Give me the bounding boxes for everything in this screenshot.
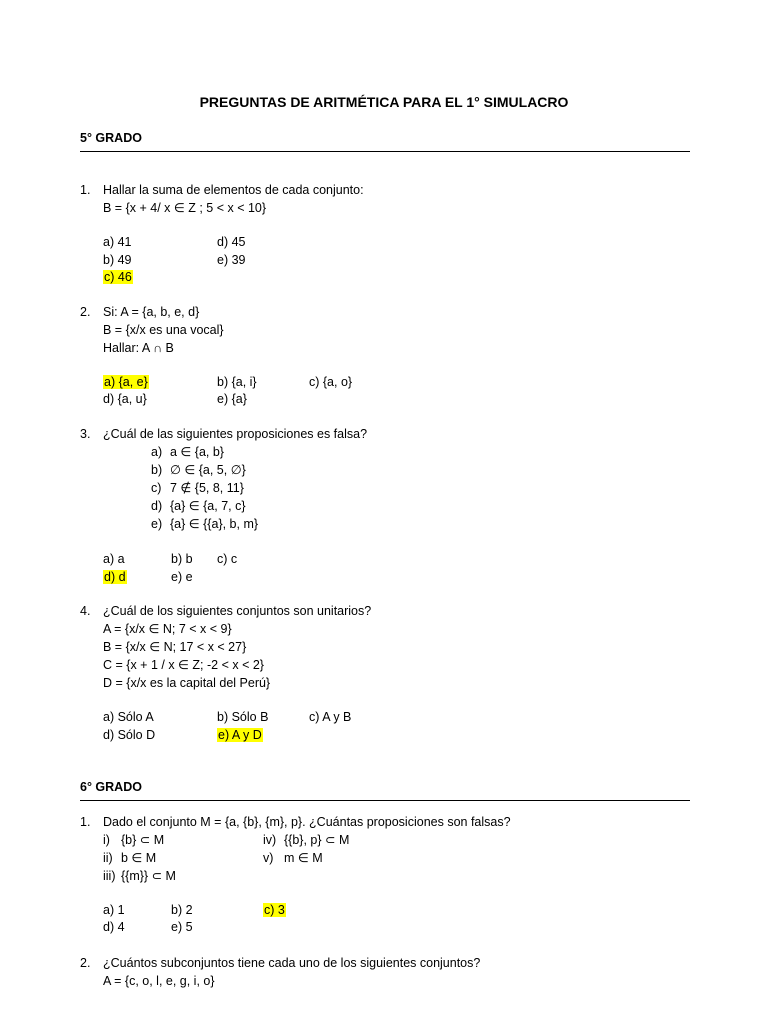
proposition-text: {b} ⊂ M	[121, 833, 165, 847]
answer-option-highlighted: d) d	[104, 570, 126, 584]
question-text: ¿Cuántos subconjuntos tiene cada uno de los siguientes conjuntos?	[103, 956, 481, 970]
question-text: Si: A = {a, b, e, d}	[103, 305, 200, 319]
proposition-text: a ∈ {a, b}	[170, 445, 224, 459]
proposition-label: b)	[151, 463, 163, 477]
question-text: Hallar: A ∩ B	[103, 341, 174, 355]
answer-option: c) c	[217, 552, 238, 566]
answer-option-highlighted: c) 46	[104, 270, 132, 284]
question-text: B = {x/x es una vocal}	[103, 323, 224, 337]
answer-option-highlighted: c) 3	[264, 903, 285, 917]
section-divider	[80, 800, 690, 801]
answer-option: d) 4	[103, 920, 125, 934]
proposition-text: {{b}, p} ⊂ M	[284, 833, 350, 847]
question-number: 4.	[80, 604, 91, 618]
answer-option: b) Sólo B	[217, 710, 269, 724]
answer-option: d) 45	[217, 235, 246, 249]
answer-option-highlighted: a) {a, e}	[104, 375, 148, 389]
answer-option: c) {a, o}	[309, 375, 353, 389]
proposition-label: iv)	[263, 833, 277, 847]
proposition-label: d)	[151, 499, 163, 513]
proposition-label: ii)	[103, 851, 113, 865]
section-heading-5-grado: 5° GRADO	[80, 131, 142, 145]
answer-option: a) 1	[103, 903, 125, 917]
question-text: B = {x + 4/ x ∈ Z ; 5 < x < 10}	[103, 201, 267, 215]
proposition-label: a)	[151, 445, 163, 459]
answer-option: b) 49	[103, 253, 132, 267]
answer-option: d) Sólo D	[103, 728, 156, 742]
proposition-text: {{m}} ⊂ M	[121, 869, 176, 883]
proposition-text: {a} ∈ {{a}, b, m}	[170, 517, 259, 531]
answer-option: a) 41	[103, 235, 132, 249]
question-text: Hallar la suma de elementos de cada conjunto:	[103, 183, 364, 197]
proposition-label: i)	[103, 833, 110, 847]
proposition-text: m ∈ M	[284, 851, 323, 865]
answer-option: d) {a, u}	[103, 392, 147, 406]
answer-option-highlighted: e) A y D	[218, 728, 262, 742]
answer-option: b) b	[171, 552, 193, 566]
answer-option: a) Sólo A	[103, 710, 154, 724]
question-text: ¿Cuál de los siguientes conjuntos son unitarios?	[103, 604, 372, 618]
question-number: 1.	[80, 183, 91, 197]
question-text: B = {x/x ∈ N; 17 < x < 27}	[103, 640, 247, 654]
proposition-label: e)	[151, 517, 163, 531]
proposition-text: b ∈ M	[121, 851, 157, 865]
question-text: D = {x/x es la capital del Perú}	[103, 676, 271, 690]
question-text: A = {c, o, l, e, g, i, o}	[103, 974, 215, 988]
question-number: 2.	[80, 956, 91, 970]
question-number: 3.	[80, 427, 91, 441]
proposition-text: {a} ∈ {a, 7, c}	[170, 499, 246, 513]
answer-option: e) 5	[171, 920, 193, 934]
question-number: 1.	[80, 815, 91, 829]
answer-option: e) 39	[217, 253, 246, 267]
question-number: 2.	[80, 305, 91, 319]
proposition-label: iii)	[103, 869, 116, 883]
question-text: C = {x + 1 / x ∈ Z; -2 < x < 2}	[103, 658, 264, 672]
section-divider	[80, 151, 690, 152]
proposition-text: 7 ∉ {5, 8, 11}	[170, 481, 244, 495]
answer-option: e) e	[171, 570, 193, 584]
answer-option: a) a	[103, 552, 125, 566]
answer-option: b) {a, i}	[217, 375, 257, 389]
answer-option: b) 2	[171, 903, 193, 917]
proposition-text: ∅ ∈ {a, 5, ∅}	[170, 463, 246, 477]
question-text: A = {x/x ∈ N; 7 < x < 9}	[103, 622, 232, 636]
question-text: ¿Cuál de las siguientes proposiciones es falsa?	[103, 427, 368, 441]
section-heading-6-grado: 6° GRADO	[80, 780, 142, 794]
proposition-label: c)	[151, 481, 162, 495]
proposition-label: v)	[263, 851, 274, 865]
question-text: Dado el conjunto M = {a, {b}, {m}, p}. ¿Cuántas proposiciones son falsas?	[103, 815, 511, 829]
page-title: PREGUNTAS DE ARITMÉTICA PARA EL 1° SIMULACRO	[199, 94, 569, 110]
answer-option: e) {a}	[217, 392, 247, 406]
answer-option: c) A y B	[309, 710, 352, 724]
